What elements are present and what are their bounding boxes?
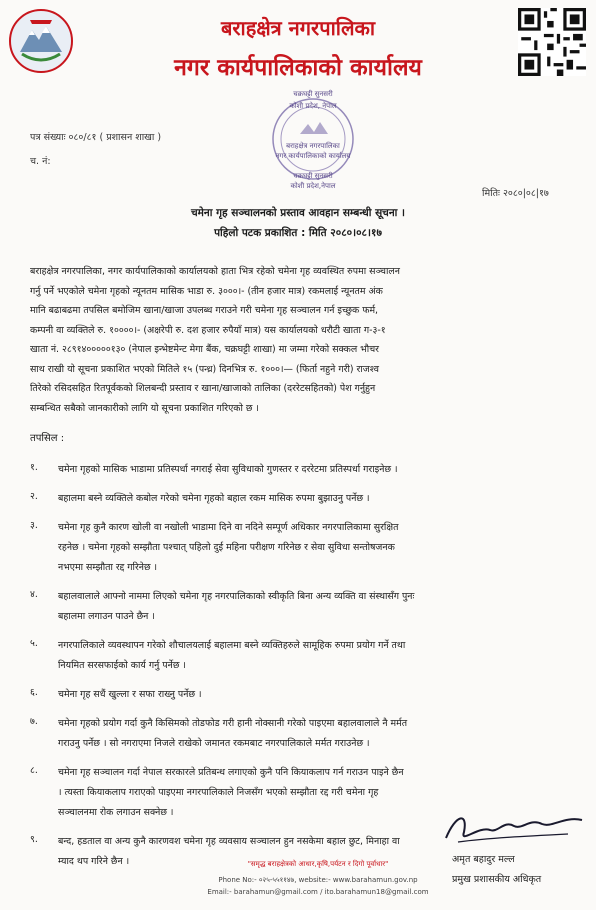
stamp-text-5: चक्रघट्टी सुनसरी	[293, 172, 333, 180]
item-text: चमेना गृह सञ्चालन गर्दा नेपाल सरकारले प्रतिबन्ध लगाएको कुनै पनि कियाकलाप गर्न गराउन पाइने छैन	[58, 767, 404, 778]
item-text: बहालमा लगाउन पाउने छैन ।	[58, 611, 155, 622]
details-label: तपसिल :	[30, 433, 65, 444]
body-line: मानि बढाबढमा तपसिल बमोजिम खाना/खाजा उपलब्ध गराउने गरी चमेना गृह सञ्चालन गर्न इच्छुक फर्म,	[30, 305, 379, 316]
handwritten-signature	[438, 808, 588, 848]
item-text: नियमित सरसफाईको कार्य गर्नु पर्नेछ ।	[58, 660, 186, 671]
stamp-text-2: कोशी प्रदेश, नेपाल	[289, 102, 337, 110]
list-item	[30, 636, 582, 676]
item-text: म्याद थप गरिने छैन ।	[58, 856, 130, 867]
item-text: गराउनु पर्नेछ । सो नगराएमा निजले राखेको जमानत रकमबाट नगरपालिकाले मर्मत गराउनेछ ।	[58, 738, 370, 749]
item-text: रहनेछ । चमेना गृहको सम्झौता पश्चात् पहिलो दुई महिना परीक्षण गरिनेछ र सेवा सुविधा सन्तोषजनक	[58, 542, 395, 553]
stamp-text-3: बराहक्षेत्र नगरपालिका	[286, 142, 340, 150]
list-item	[30, 714, 582, 754]
list-item	[30, 685, 582, 705]
municipality-name: बराहक्षेत्र नगरपालिका	[220, 16, 376, 40]
body-line: खाता नं. २८९१४०००००१३० (नेपाल इन्भेष्टमेन्ट मेगा बैंक, चक्रघट्टी शाखा) मा जम्मा गरेको सक्कल भौचर	[30, 344, 379, 355]
body-line: कम्पनी वा व्यक्तिले रु. १००००।- (अक्षरेपी रु. दश हजार रुपैयाँ मात्र) यस कार्यालयको धरौटी खाता ग-३-१	[30, 324, 386, 336]
body-line: गर्नु पर्ने भएकोले चमेना गृहको न्यूनतम मासिक भाडा रु. ३०००।- (तीन हजार मात्र) रकमलाई न्यूनतम अंक	[30, 285, 383, 297]
reference-number: च. नं:	[30, 156, 51, 167]
item-text: । त्यस्ता कियाकलाप गराएको पाइएमा नगरपालिकाले निजसँग भएको सम्झौता रद्द गरी चमेना गृह	[58, 787, 379, 798]
item-text: बन्द, हडताल वा अन्य कुनै कारणवश चमेना गृह व्यवसाय सञ्चालन हुन नसकेमा बहाल छुट, मिनाहा वा	[58, 836, 400, 847]
stamp-text-4: नगर कार्यपालिकाको कार्यालय	[275, 152, 351, 160]
item-text: चमेना गृह कुनै कारण खोली वा नखोली भाडामा दिने वा नदिने सम्पूर्ण अधिकार नगरपालिकामा सुरक्षित	[58, 522, 399, 533]
signatory-name: अमृत बहादुर मल्ल	[452, 854, 515, 865]
item-number: ७.	[30, 716, 38, 727]
stamp-text-1: चक्रघट्टी सुनसरी	[293, 90, 333, 98]
item-text: बहालवालाले आफ्नो नाममा लिएको चमेना गृह नगरपालिकाको स्वीकृति बिना अन्य व्यक्ति वा संस्थासँग पुनः	[58, 591, 415, 602]
notice-subtitle: पहिलो पटक प्रकाशित : मिति २०८०।०८।१७	[214, 227, 382, 239]
stamp-text-6: कोशी प्रदेश,नेपाल	[290, 182, 336, 190]
item-text: चमेना गृहको मासिक भाडामा प्रतिस्पर्धा नगराई सेवा सुविधाको गुणस्तर र दररेटमा प्रतिस्पर्धा गराइनेछ ।	[58, 464, 398, 475]
list-item	[30, 489, 582, 509]
notice-title: चमेना गृह सञ्चालनको प्रस्ताव आवहान सम्बन्धी सूचना ।	[190, 207, 406, 219]
list-item	[30, 460, 582, 480]
item-text: सञ्चालनमा रोक लगाउन सक्नेछ ।	[58, 807, 174, 818]
item-text: नगरपालिकाले व्यवस्थापन गरेको शौचालयलाई बहालमा बस्ने व्यक्तिहरुले सामूहिक रुपमा प्रयोग गर्ने तथा	[58, 640, 406, 651]
body-line: बराहक्षेत्र नगरपालिका, नगर कार्यपालिकाको कार्यालयको हाता भित्र रहेको चमेना गृह व्यवस्थित रुपमा सञ्चालन	[30, 266, 400, 277]
footer-motto: "समृद्ध बराहक्षेत्रको आधार,कृषि,पर्यटन र दिगो पूर्वाधार"	[247, 860, 389, 868]
item-number: ४.	[30, 589, 38, 600]
letter-number: पत्र संख्याः ०८०/८१ ( प्रशासन शाखा )	[30, 132, 162, 143]
office-stamp	[258, 84, 368, 194]
list-item	[30, 587, 582, 627]
list-item	[30, 518, 582, 578]
item-number: ८.	[30, 765, 38, 776]
item-number: ३.	[30, 520, 38, 531]
office-name: नगर कार्यपालिकाको कार्यालय	[174, 55, 422, 81]
footer-phone: Phone No:- ०२५-५५११४७, website:- www.barahamun.gov.np	[218, 876, 418, 884]
body-line: सम्बन्धित सबैको जानकारीको लागि यो सूचना प्रकाशित गरिएको छ ।	[30, 402, 259, 414]
footer-email: Email:- barahamun@gmail.com / ito.barahamun18@gmail.com	[207, 888, 429, 896]
item-number: ६.	[30, 687, 38, 698]
item-number: ९.	[30, 834, 38, 845]
signatory-role: प्रमुख प्रशासकीय अधिकृत	[452, 874, 542, 885]
body-line: साथ राखी यो सूचना प्रकाशित भएको मितिले १५ (पन्ध्र) दिनभित्र रु. १०००।— (फिर्ता नहुने गरी) राजश्व	[30, 363, 379, 375]
notice-date: मितिः २०८०|०८|१७	[482, 188, 549, 199]
body-line: तिरेको रसिदसहित रितपूर्वकको शिलबन्दी प्रस्ताव र खाना/खाजाको तालिका (दररेटसहितको) पेश गर्नुहुन	[30, 383, 376, 394]
item-number: ५.	[30, 638, 38, 649]
item-text: बहालमा बस्ने व्यक्तिले कबोल गरेको चमेना गृहको बहाल रकम मासिक रुपमा बुझाउनु पर्नेछ ।	[58, 493, 370, 504]
item-number: १.	[30, 462, 38, 473]
notice-body	[30, 262, 580, 418]
item-text: नभएमा सम्झौता रद्द गरिनेछ ।	[58, 562, 158, 573]
item-text: चमेना गृह सधैं खुल्ला र सफा राख्नु पर्नेछ ।	[58, 689, 202, 700]
item-number: २.	[30, 491, 38, 502]
item-text: चमेना गृहको प्रयोग गर्दा कुनै किसिमको तोडफोड गरी हानी नोक्सानी गरेको पाइएमा बहालवालाले नै मर्मत	[58, 718, 408, 729]
